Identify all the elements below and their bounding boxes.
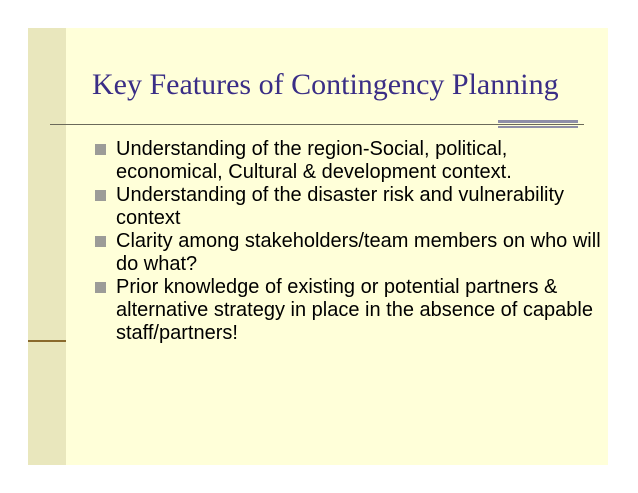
bullet-item bbox=[94, 184, 604, 230]
square-bullet-icon bbox=[95, 190, 106, 201]
title-divider-accent-lower bbox=[498, 126, 578, 128]
bullet-item bbox=[94, 276, 604, 345]
left-decorative-bar bbox=[28, 28, 66, 465]
slide bbox=[28, 28, 608, 465]
slide-title: Key Features of Contingency Planning bbox=[92, 68, 559, 101]
square-bullet-icon bbox=[95, 144, 106, 155]
bullet-text: Understanding of the disaster risk and vulnerability context bbox=[116, 184, 565, 229]
title-divider-accent bbox=[498, 120, 578, 123]
left-bar-accent-line bbox=[28, 340, 66, 342]
square-bullet-icon bbox=[95, 236, 106, 247]
bullet-item bbox=[94, 230, 604, 276]
title-divider bbox=[50, 124, 584, 125]
bullet-text: Clarity among stakeholders/team members on who will do what? bbox=[116, 230, 601, 275]
bullet-list bbox=[94, 138, 604, 345]
bullet-text: Prior knowledge of existing or potential partners & alternative strategy in place in the absence of capable staff/partners! bbox=[116, 276, 593, 344]
bullet-text: Understanding of the region-Social, political, economical, Cultural & development context. bbox=[116, 138, 512, 183]
square-bullet-icon bbox=[95, 282, 106, 293]
bullet-item bbox=[94, 138, 604, 184]
